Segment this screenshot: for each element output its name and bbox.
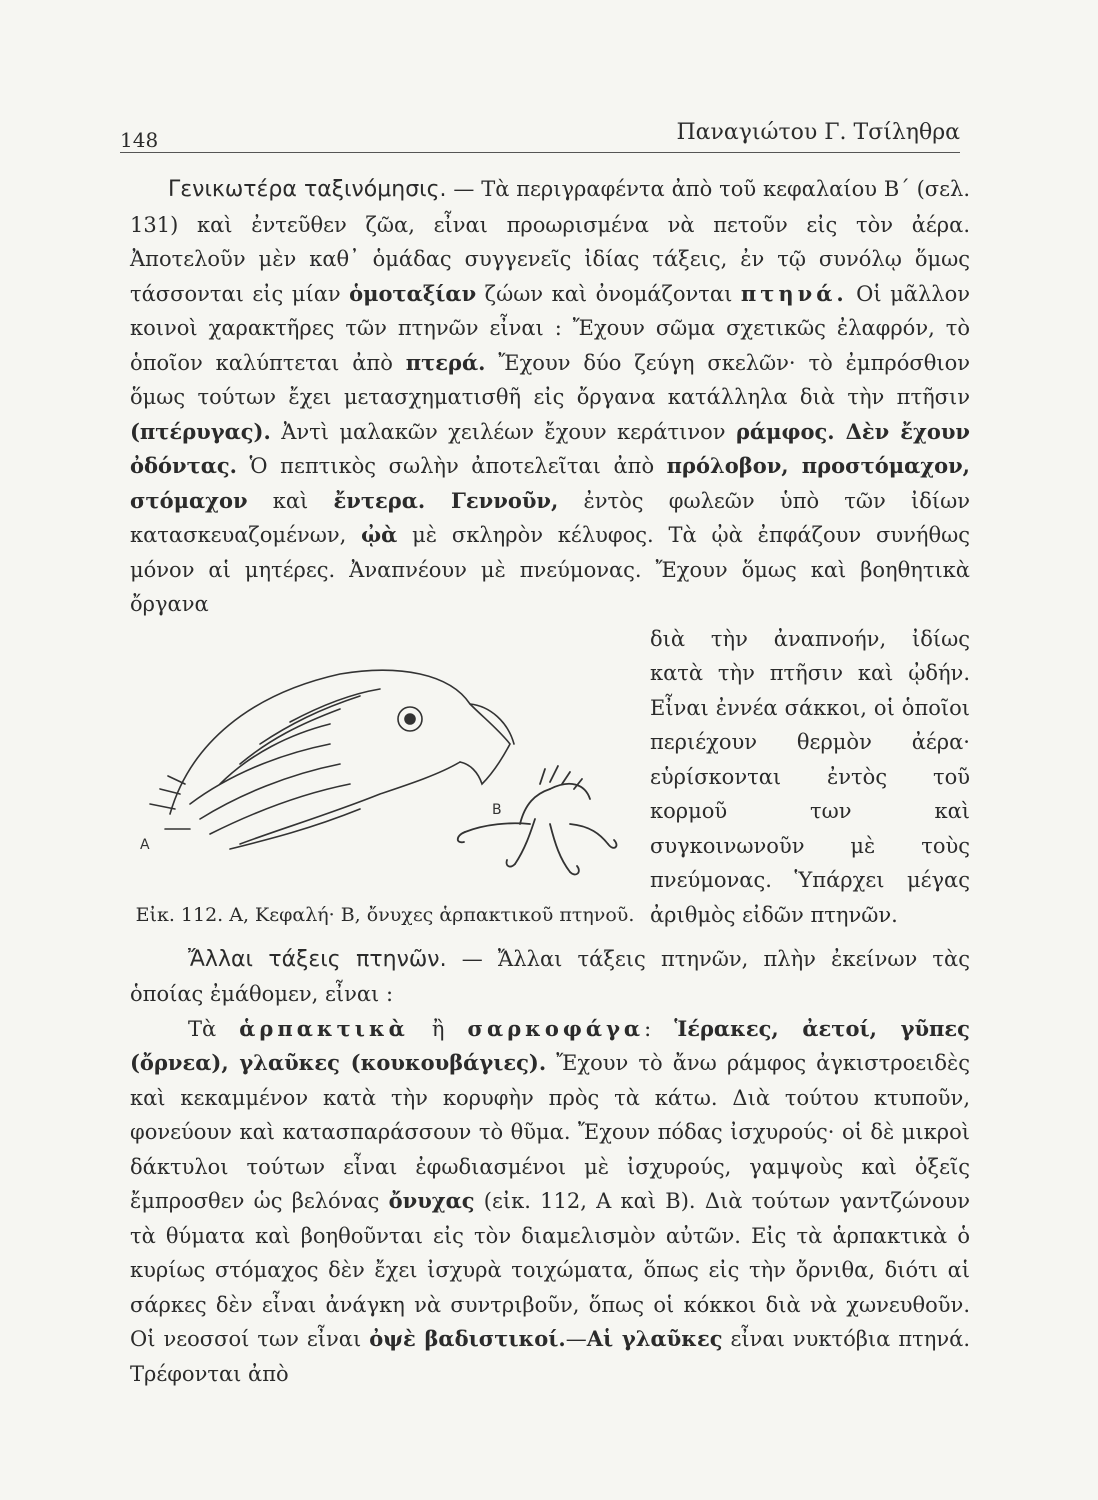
intro-text-3: Οἱ μᾶλλον κοινοὶ χαρακτῆρες τῶν πτηνῶν εἶναι : Ἔχουν σῶμα σχετικῶς ἐλαφρόν, τὸ ὁποῖον καλύπτεται ἀπὸ — [130, 281, 971, 375]
intro-paragraph — [130, 172, 970, 622]
section-paragraph — [130, 942, 970, 1012]
page-header — [120, 112, 960, 153]
intro-bold-8: ᾠὰ — [361, 522, 398, 547]
raptors-bold-2: ὀψὲ βαδιστικοί. — [369, 1326, 566, 1351]
intro-bold-2: πτηνά. — [740, 280, 848, 306]
intro-bold-6: πρόλοβον, προστόμαχον, στόμαχον — [130, 453, 970, 513]
figure-caption: Εἰκ. 112. Α, Κεφαλή· Β, ὄνυχες ἁρπακτικοῦ πτηνοῦ. — [135, 903, 635, 926]
figure-112 — [130, 622, 650, 942]
raptors-spaced-2: σαρκοφάγα — [467, 1015, 645, 1041]
intro-text-1: — Τὰ περιγραφέντα ἀπὸ τοῦ κεφαλαίου Β΄ (σελ. 131) καὶ ἐντεῦθεν ζῶα, εἶναι προωρισμένα νὰ πετοῦν εἰς τὸν ἀέρα. Ἀποτελοῦν μὲν καθ᾿ ὁμάδας συγγενεῖς ἰδίας τάξεις, ἐν τῷ συνόλῳ ὅμως τάσσονται εἰς μίαν — [130, 177, 971, 306]
raptors-bold-3: Αἱ γλαῦκες — [586, 1326, 723, 1351]
raptors-text-3: — — [565, 1327, 587, 1351]
intro-bold-3: πτερά. — [405, 349, 486, 375]
body-text — [130, 172, 970, 1391]
raptors-intro: Τὰ — [188, 1016, 240, 1041]
intro-text-4: Ἔχουν δύο ζεύγη σκελῶν· τὸ ἐμπρόσθιον ὅμως τούτων ἔχει μετασχηματισθῆ εἰς ὄργανα κατάλληλα διὰ τὴν πτῆσιν — [130, 350, 970, 409]
raptors-colon: : — [644, 1016, 675, 1041]
raptors-spaced-1: ἁρπακτικὰ — [239, 1015, 409, 1041]
raptors-paragraph — [130, 1012, 970, 1392]
raptors-text-4: εἶναι νυκτόβια πτηνά. Τρέφονται ἀπὸ — [130, 1327, 971, 1386]
intro-bold-7: ἔντερα. Γεννοῦν, — [333, 487, 559, 513]
intro-text-8: ἐντὸς φωλεῶν ὑπὸ τῶν ἰδίων κατασκευαζομένων, — [130, 488, 971, 547]
raptors-mid: ἢ — [408, 1016, 468, 1041]
raptors-bold-1: ὄνυχας — [388, 1188, 475, 1213]
intro-text-5: Ἀντὶ μαλακῶν χειλέων ἔχουν κεράτινον — [270, 419, 736, 444]
running-head: Παναγιώτου Γ. Τσίληθρα — [676, 120, 960, 145]
raptors-text-1: Ἔχουν τὸ ἄνω ράμφος ἀγκιστροειδὲς καὶ κεκαμμένον κατὰ τὴν κορυφὴν πρὸς τὰ κάτω. Διὰ τούτου κτυποῦν, φονεύουν καὶ κατασπαράσσουν τὸ θῦμα. Ἔχουν πόδας ἰσχυρούς· οἱ δὲ μικροὶ δάκτυλοι τούτων εἶναι ἐφωδιασμένοι μὲ ἰσχυρούς, γαμψοὺς καὶ ὀξεῖς ἔμπροσθεν ὡς βελόνας — [130, 1051, 970, 1213]
intro-bold-5: ράμφος. Δὲν ἔχουν ὀδόντας. — [130, 418, 970, 478]
intro-bold-1: ὁμοταξίαν — [349, 280, 477, 306]
raptors-text-2: (εἰκ. 112, Α καὶ Β). Διὰ τούτων γαντζώνουν τὰ θύματα καὶ βοηθοῦνται εἰς τὸν διαμελισμὸν αὐτῶν. Εἰς τὰ ἁρπακτικὰ ὁ κυρίως στόμαχος δὲν ἔχει ἰσχυρὰ τοιχώματα, ὅπως εἰς τὴν ὄρνιθα, διότι αἱ σάρκες δὲν εἶναι ἀνάγκη νὰ συντριβοῦν, ὅπως οἱ κόκκοι διὰ νὰ χωνευθοῦν. Οἱ νεοσσοί των εἶναι — [130, 1189, 970, 1351]
intro-text-9: μὲ σκληρὸν κέλυφος. Τὰ ᾠὰ ἐπφάζουν συνήθως μόνον αἱ μητέρες. Ἀναπνέουν μὲ πνεύμονας. Ἔχουν ὅμως καὶ βοηθητικὰ ὄργανα — [130, 523, 970, 616]
figure-illustration — [130, 634, 630, 904]
intro-text-6: Ὁ πεπτικὸς σωλὴν ἀποτελεῖται ἀπὸ — [236, 454, 667, 478]
eagle-head-illustration — [150, 670, 514, 849]
section-intro: — Ἄλλαι τάξεις πτηνῶν, πλὴν ἐκείνων τὰς ὁποίας ἐμάθομεν, εἶναι : — [130, 946, 970, 1006]
intro-bold-4: (πτέρυγας). — [130, 418, 271, 444]
intro-text-7: καὶ — [247, 488, 334, 513]
section-heading: Ἄλλαι τάξεις πτηνῶν. — [188, 946, 447, 972]
intro-heading: Γενικωτέρα ταξινόμησις. — [168, 177, 447, 202]
figure-label-b: Β — [492, 801, 502, 818]
page-number: 148 — [120, 128, 159, 152]
intro-text-2: ζώων καὶ ὀνομάζονται — [476, 281, 741, 306]
figure-block — [130, 622, 970, 942]
raptors-bold-list: Ἱέρακες, ἀετοί, γῦπες (ὄρνεα), γλαῦκες (κουκουβάγιες). — [130, 1015, 970, 1075]
figure-label-a: Α — [140, 836, 150, 853]
side-column-text: διὰ τὴν ἀναπνοήν, ἰδίως κατὰ τὴν πτῆσιν καὶ ᾠδήν. Εἶναι ἐννέα σάκκοι, οἱ ὁποῖοι περιέχουν θερμὸν ἀέρα· εὑρίσκονται ἐντὸς τοῦ κορμοῦ των καὶ συγκοινωνοῦν μὲ τοὺς πνεύμονας. Ὑπάρχει μέγας ἀριθμὸς εἰδῶν πτηνῶν. — [650, 626, 970, 927]
